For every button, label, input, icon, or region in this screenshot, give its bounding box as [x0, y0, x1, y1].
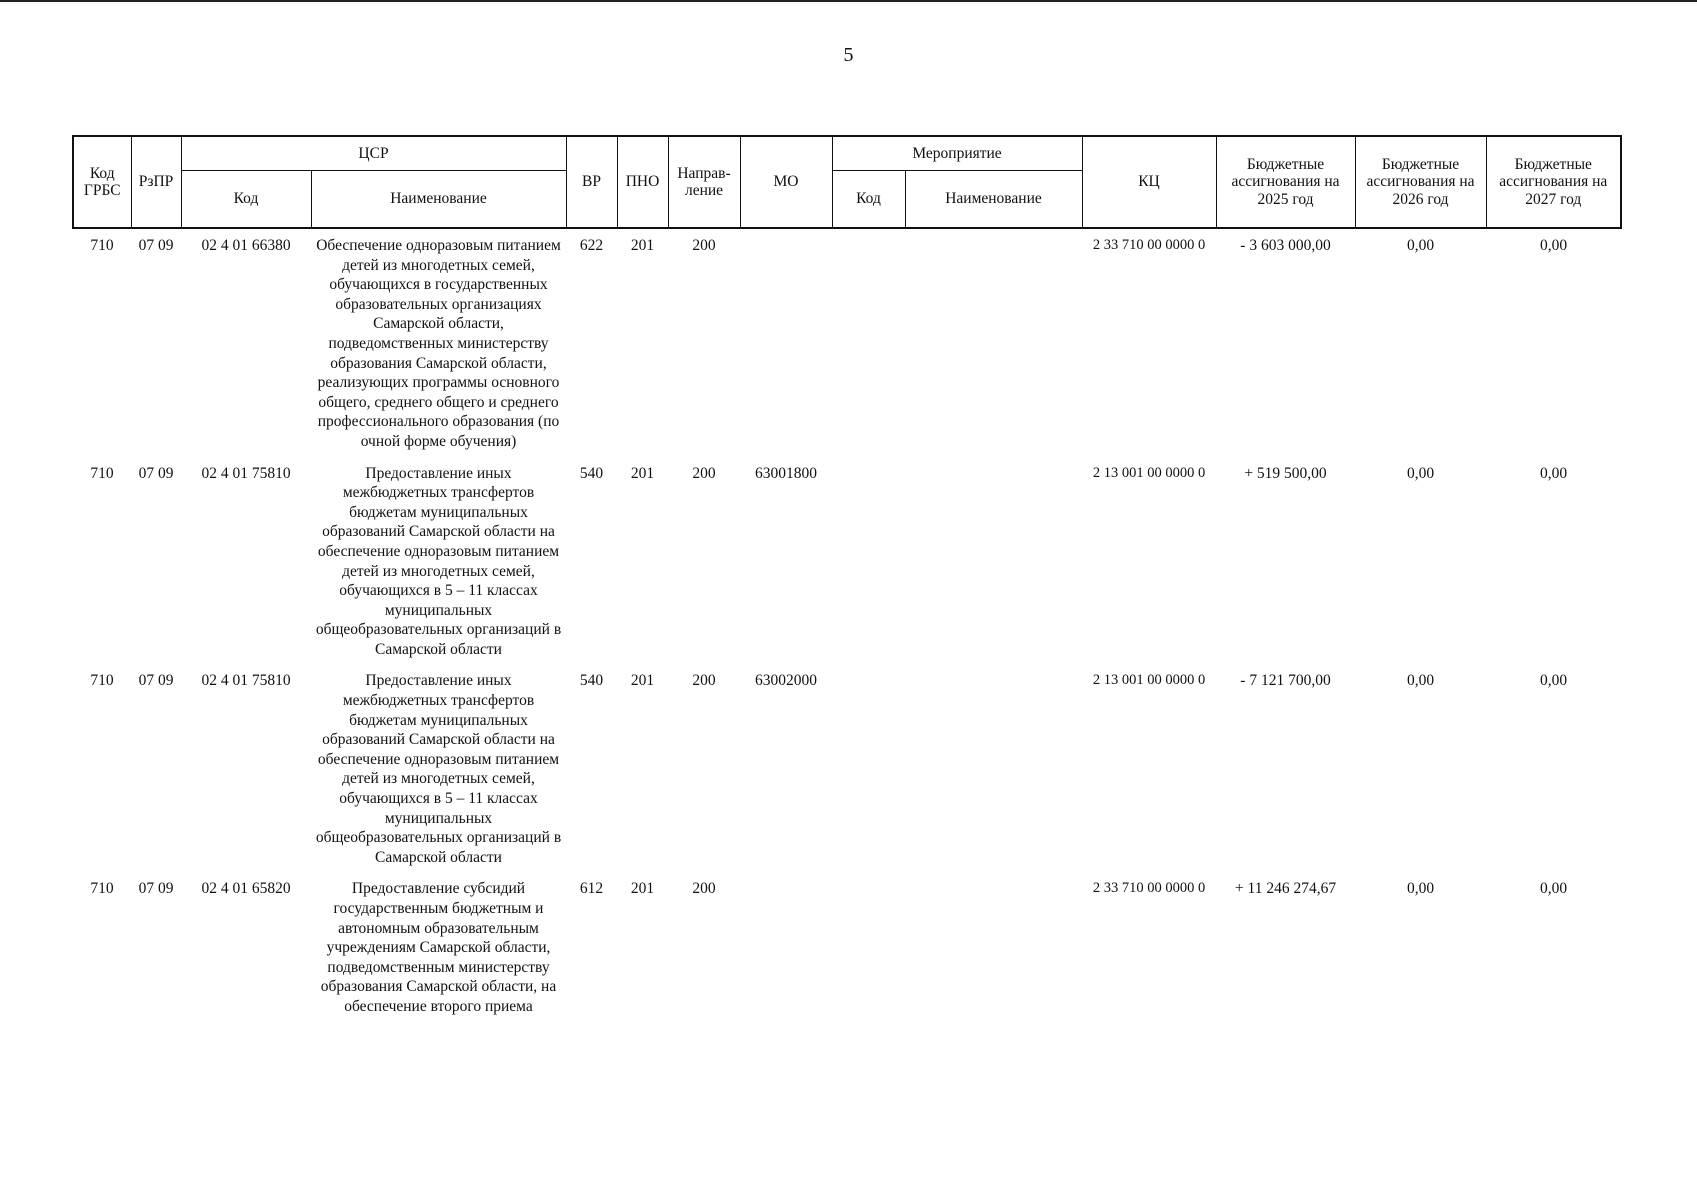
header-csr: ЦСР	[181, 136, 566, 170]
cell-mo: 63001800	[755, 464, 817, 482]
cell-ba-2025: - 3 603 000,00	[1240, 237, 1331, 254]
header-kc: КЦ	[1082, 136, 1216, 228]
cell-rzpr: 07 09	[138, 672, 174, 690]
cell-ba-2025: - 7 121 700,00	[1240, 672, 1331, 690]
cell-grbs: 710	[90, 237, 114, 254]
header-csr-name: Наименование	[311, 170, 566, 228]
cell-ba-2026: 0,00	[1406, 464, 1435, 482]
header-ba-2027: Бюджетные ассигнования на 2027 год	[1486, 136, 1621, 228]
cell-ba-2027: 0,00	[1539, 672, 1568, 690]
cell-mer-kod	[832, 228, 905, 464]
cell-csr: 02 4 01 66380	[201, 237, 291, 254]
header-rzpr: РзПР	[131, 136, 181, 228]
header-kod-grbs: Код ГРБС	[73, 136, 131, 228]
cell-ba-2026: 0,00	[1406, 672, 1435, 690]
cell-napravlenie: 200	[692, 880, 716, 898]
cell-csr: 02 4 01 75810	[201, 672, 291, 690]
page-number: 5	[843, 44, 854, 66]
top-border-line	[0, 0, 1697, 2]
cell-name: Предоставление субсидий государственным бюджетным и автономным образовательным учреждениям Самарской области, подведомственным министерству образования Самарской области, на обеспечение второго приема	[320, 880, 557, 1015]
header-csr-kod: Код	[181, 170, 311, 228]
cell-pno: 201	[630, 672, 655, 690]
cell-rzpr: 07 09	[138, 880, 174, 898]
cell-csr: 02 4 01 75810	[201, 464, 291, 482]
cell-csr: 02 4 01 65820	[201, 880, 291, 898]
cell-mo	[740, 879, 832, 1028]
header-ba-2026: Бюджетные ассигнования на 2026 год	[1355, 136, 1486, 228]
cell-napravlenie: 200	[692, 464, 716, 482]
table-body	[73, 228, 1621, 1029]
cell-grbs: 710	[90, 464, 114, 482]
header-mer-kod: Код	[832, 170, 905, 228]
cell-mer-kod	[832, 879, 905, 1028]
cell-vr: 612	[579, 880, 604, 898]
cell-ba-2027: 0,00	[1539, 464, 1568, 482]
cell-ba-2025: + 519 500,00	[1244, 464, 1327, 482]
cell-ba-2027: 0,00	[1539, 880, 1568, 898]
header-meropriyatie: Мероприятие	[832, 136, 1082, 170]
cell-name: Предоставление иных межбюджетных трансфертов бюджетам муниципальных образований Самарской области на обеспечение одноразовым питанием детей из многодетных семей, обучающихся в 5 – 11 классах муниципальных общеобразовательных организаций в Самарской области	[315, 672, 562, 866]
cell-name: Обеспечение одноразовым питанием детей из многодетных семей, обучающихся в государственных образовательных организациях Самарской области, подведомственных министерству образования Самарской области, реализующих программы основного общего, среднего общего и среднего профессионального образования (по очной форме обучения)	[316, 237, 561, 450]
cell-mer-name	[905, 879, 1082, 1028]
cell-mo	[740, 228, 832, 464]
table-header	[73, 136, 1621, 228]
cell-kc: 2 33 710 00 0000 0	[1092, 237, 1206, 253]
cell-mer-name	[905, 671, 1082, 879]
header-pno: ПНО	[617, 136, 668, 228]
cell-name: Предоставление иных межбюджетных трансфертов бюджетам муниципальных образований Самарской области на обеспечение одноразовым питанием детей из многодетных семей, обучающихся в 5 – 11 классах муниципальных общеобразовательных организаций в Самарской области	[315, 464, 562, 658]
cell-kc: 2 13 001 00 0000 0	[1092, 464, 1206, 481]
cell-mo: 63002000	[755, 672, 817, 690]
header-vr: ВР	[566, 136, 617, 228]
cell-napravlenie: 200	[692, 237, 716, 254]
cell-mer-kod	[832, 671, 905, 879]
cell-pno: 201	[630, 237, 655, 254]
cell-mer-name	[905, 228, 1082, 464]
cell-vr: 540	[579, 672, 604, 690]
cell-rzpr: 07 09	[138, 237, 174, 254]
cell-ba-2026: 0,00	[1406, 880, 1435, 898]
cell-pno: 201	[630, 880, 655, 898]
cell-ba-2025: + 11 246 274,67	[1234, 880, 1337, 898]
cell-pno: 201	[630, 464, 655, 482]
header-mer-name: Наименование	[905, 170, 1082, 228]
cell-vr: 540	[579, 464, 604, 482]
budget-table	[72, 135, 1622, 1029]
cell-kc: 2 33 710 00 0000 0	[1092, 880, 1206, 897]
cell-vr: 622	[579, 237, 604, 254]
header-ba-2025: Бюджетные ассигнования на 2025 год	[1216, 136, 1355, 228]
cell-napravlenie: 200	[692, 672, 716, 690]
table-row	[73, 228, 1621, 464]
header-napravlenie: Направ-ление	[668, 136, 740, 228]
cell-mer-kod	[832, 464, 905, 672]
cell-rzpr: 07 09	[138, 464, 174, 482]
table-row	[73, 879, 1621, 1028]
cell-grbs: 710	[90, 880, 114, 898]
cell-ba-2026: 0,00	[1406, 237, 1435, 254]
header-mo: МО	[740, 136, 832, 228]
cell-kc: 2 13 001 00 0000 0	[1092, 672, 1206, 689]
cell-ba-2027: 0,00	[1539, 237, 1568, 254]
table-row	[73, 671, 1621, 879]
cell-mer-name	[905, 464, 1082, 672]
cell-grbs: 710	[90, 672, 114, 690]
table-row	[73, 464, 1621, 672]
